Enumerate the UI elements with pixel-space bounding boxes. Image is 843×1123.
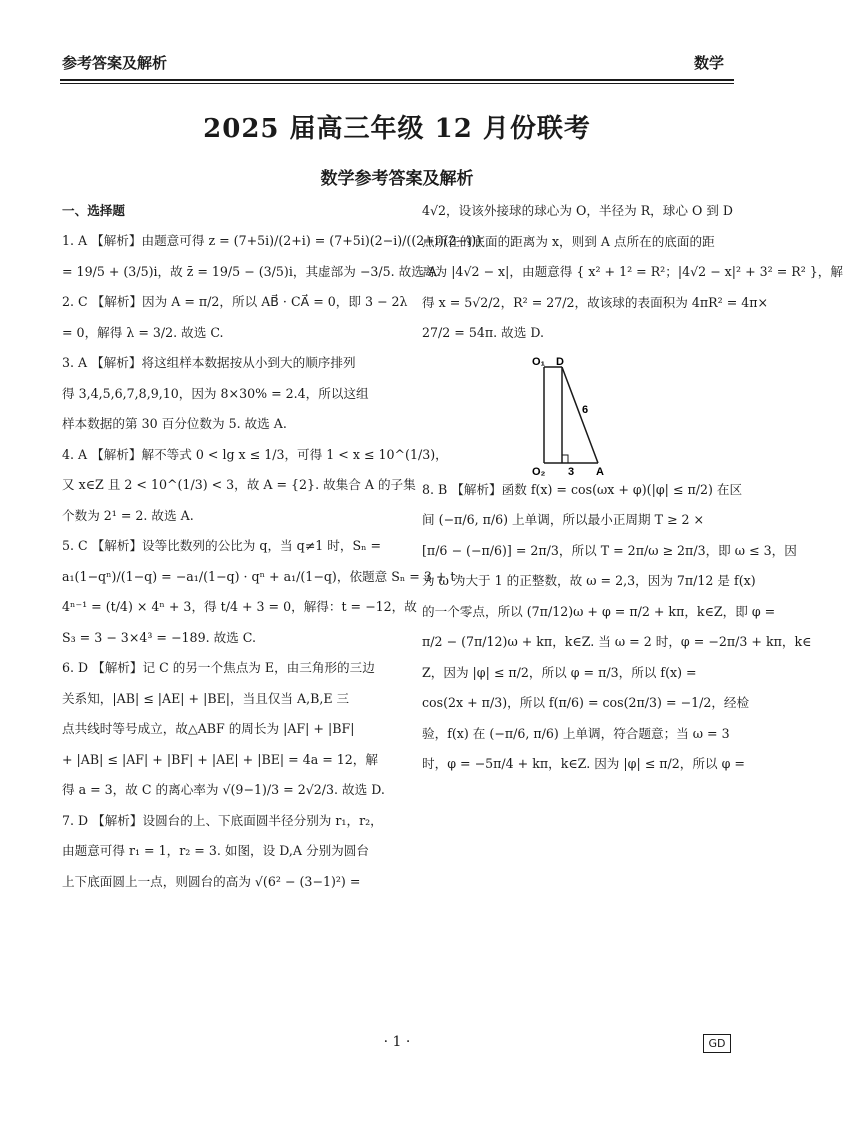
text-line: 7. D 【解析】设圆台的上、下底面圆半径分别为 r₁，r₂，	[62, 812, 383, 828]
text-line: = 19/5 + (3/5)i，故 z̄ = 19/5 − (3/5)i，其虚部为 −3/5. 故选 A.	[62, 263, 441, 279]
header-right: 数学	[694, 54, 725, 72]
frustum-diagram	[526, 349, 636, 478]
text-line: 27/2 = 54π. 故选 D.	[422, 325, 544, 340]
label-o2: O₂	[532, 465, 546, 478]
label-a: A	[596, 465, 604, 478]
text-line: 的一个零点，所以 (7π/12)ω + φ = π/2 + kπ，k∈Z，即 φ =	[422, 603, 776, 619]
right-column-text-top	[422, 196, 843, 349]
text-line: [π/6 − (−π/6)] = 2π/3，所以 T = 2π/ω ≥ 2π/3，即 ω ≤ 3，因	[422, 542, 797, 558]
left-column-text	[62, 226, 482, 897]
text-line: 2. C 【解析】因为 A = π/2，所以 AB⃗ · CA⃗ = 0，即 3 − 2λ	[62, 294, 408, 309]
right-column-text-bottom	[422, 475, 812, 780]
header-left: 参考答案及解析	[62, 54, 168, 72]
text-line: 上下底面圆上一点，则圆台的高为 √(6² − (3−1)²) =	[62, 873, 361, 889]
label-d: D	[556, 355, 564, 368]
text-line: 由题意可得 r₁ = 1，r₂ = 3. 如图，设 D,A 分别为圆台	[62, 843, 369, 858]
text-line: 个数为 2¹ = 2. 故选 A.	[62, 507, 194, 523]
section-heading: 一、选择题	[62, 203, 125, 218]
text-line: 得 a = 3，故 C 的离心率为 √(9−1)/3 = 2√2/3. 故选 D.	[62, 782, 385, 797]
text-line: 又 x∈Z 且 2 < 10^(1/3) < 3，故 A = {2}. 故集合 A 的子集	[62, 477, 416, 492]
text-line: 为 ω 为大于 1 的正整数，故 ω = 2,3，因为 7π/12 是 f(x)	[422, 573, 756, 588]
text-line: 8. B 【解析】函数 f(x) = cos(ωx + φ)(|φ| ≤ π/2) 在区	[422, 481, 743, 497]
region-badge: GD	[703, 1034, 731, 1053]
text-line: 关系知，|AB| ≤ |AE| + |BE|，当且仅当 A,B,E 三	[62, 690, 350, 706]
text-line: 4ⁿ⁻¹ = (t/4) × 4ⁿ + 3，得 t/4 + 3 = 0，解得：t = −12，故	[62, 599, 417, 614]
text-line: 4. A 【解析】解不等式 0 < lg x ≤ 1/3，可得 1 < x ≤ 10^(1/3)，	[62, 446, 448, 462]
text-line: 1. A 【解析】由题意可得 z = (7+5i)/(2+i) = (7+5i)(2−i)/((2+i)(2−i))	[62, 233, 482, 248]
right-column	[422, 196, 843, 780]
label-o1: O₁	[532, 355, 546, 368]
text-line: 验，f(x) 在 (−π/6, π/6) 上单调，符合题意；当 ω = 3	[422, 725, 730, 741]
label-three: 3	[568, 465, 575, 478]
page-number: · 1 ·	[383, 1034, 411, 1050]
text-line: 点共线时等号成立，故△ABF 的周长为 |AF| + |BF|	[62, 721, 355, 736]
header-rule-thin	[60, 83, 734, 84]
text-line: 点所在的底面的距离为 x，则到 A 点所在的底面的距	[422, 233, 715, 249]
left-column	[62, 196, 482, 897]
page-subtitle: 数学参考答案及解析	[320, 169, 474, 189]
text-line: 得 x = 5√2/2，R² = 27/2，故该球的表面积为 4πR² = 4π×	[422, 294, 769, 310]
text-line: 间 (−π/6, π/6) 上单调，所以最小正周期 T ≥ 2 ×	[422, 512, 705, 527]
text-line: cos(2x + π/3)，所以 f(π/6) = cos(2π/3) = −1/2，经检	[422, 695, 750, 710]
text-line: 样本数据的第 30 百分位数为 5. 故选 A.	[62, 416, 287, 431]
text-line: 3. A 【解析】将这组样本数据按从小到大的顺序排列	[62, 355, 356, 370]
text-line: π/2 − (7π/12)ω + kπ，k∈Z. 当 ω = 2 时，φ = −2π/3 + kπ，k∈	[422, 634, 812, 649]
text-line: 得 3,4,5,6,7,8,9,10，因为 8×30% = 2.4，所以这组	[62, 385, 369, 401]
text-line: a₁(1−qⁿ)/(1−q) = −a₁/(1−q) · qⁿ + a₁/(1−q)，依题意 Sₙ = 3 + t ·	[62, 568, 464, 584]
text-line: + |AB| ≤ |AF| + |BF| + |AE| + |BE| = 4a = 12，解	[62, 751, 378, 767]
header-rule-thick	[60, 79, 734, 81]
text-line: = 0，解得 λ = 3/2. 故选 C.	[62, 324, 224, 340]
page-title: 2025 届高三年级 12 月份联考	[203, 114, 591, 144]
frustum-figure	[422, 349, 734, 478]
text-line: 离为 |4√2 − x|，由题意得 { x² + 1² = R²；|4√2 − x|² + 3² = R² }，解	[422, 264, 843, 279]
text-line: 时，φ = −5π/4 + kπ，k∈Z. 因为 |φ| ≤ π/2，所以 φ =	[422, 756, 745, 771]
label-six: 6	[582, 403, 589, 416]
text-line: Z，因为 |φ| ≤ π/2，所以 φ = π/3，所以 f(x) =	[422, 664, 697, 680]
text-line: 6. D 【解析】记 C 的另一个焦点为 E，由三角形的三边	[62, 660, 375, 675]
text-line: 4√2，设该外接球的球心为 O，半径为 R，球心 O 到 D	[422, 203, 733, 218]
text-line: S₃ = 3 − 3×4³ = −189. 故选 C.	[62, 629, 256, 645]
text-line: 5. C 【解析】设等比数列的公比为 q，当 q≠1 时，Sₙ =	[62, 538, 382, 553]
